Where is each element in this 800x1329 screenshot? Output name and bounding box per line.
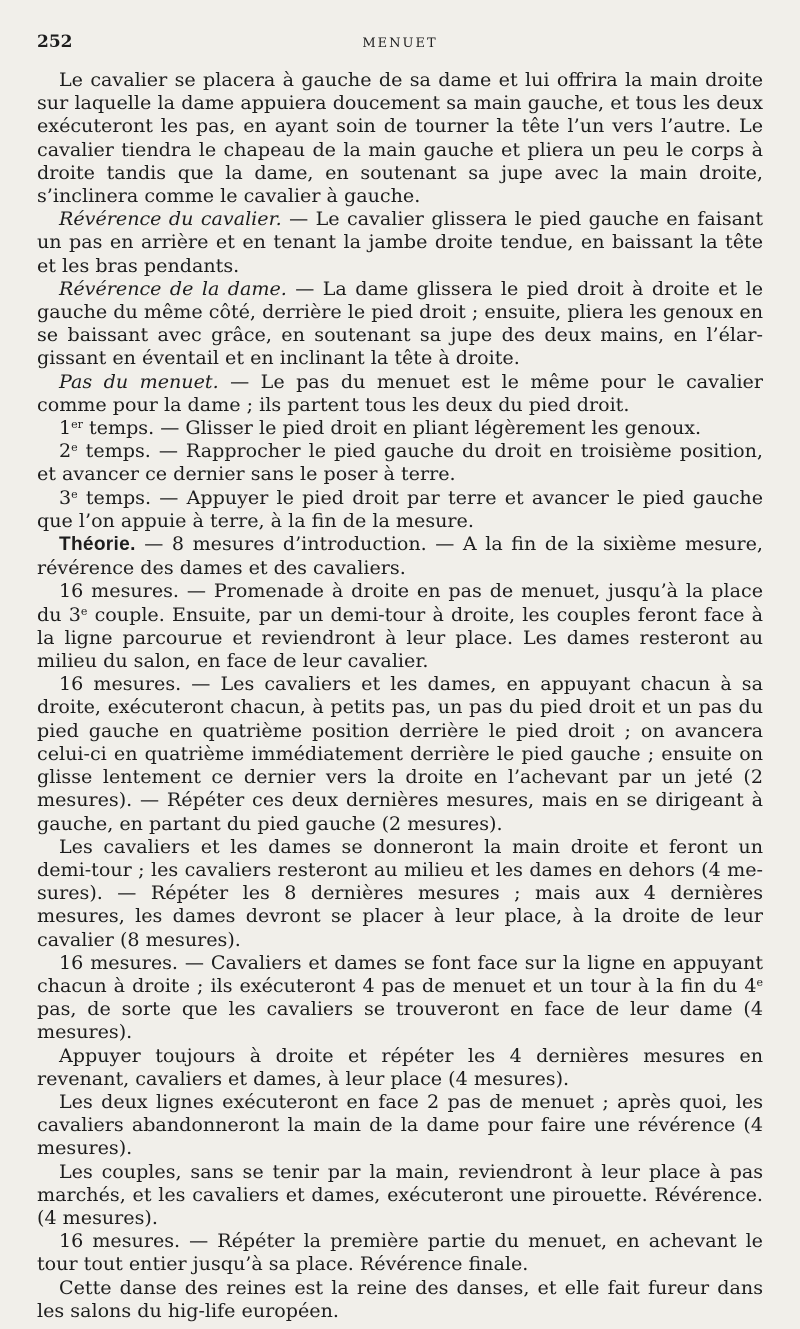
page-number: 252 xyxy=(37,32,73,52)
paragraph: Théorie. — 8 mesures d’introduction. — A la fin de la sixième mesure, révérence des dames et des cavaliers. xyxy=(37,532,763,580)
paragraph: Révérence du cavalier. — Le cavalier glissera le pied gauche en faisant un pas en arrière et en tenant la jambe droite tendue, en baissant la tête et les bras pendants. xyxy=(37,207,764,277)
page-header xyxy=(37,28,763,52)
section-heading: Révérence du cavalier. xyxy=(59,207,282,231)
paragraph: Appuyer toujours à droite et répéter les 4 dernières mesures en revenant, cavaliers et dames, à leur place (4 mesures). xyxy=(37,1043,763,1090)
section-heading: Théorie. xyxy=(59,534,136,556)
paragraph: 16 mesures. — Promenade à droite en pas de menuet, jusqu’à la place du 3e couple. Ensuite, par un demi-tour à droite, les couples feront face à la ligne parcourue et reviendront à leur place. Les dames resteront au milieu du salon, en face de leur cavalier. xyxy=(37,579,763,673)
paragraph: 16 mesures. — Les cavaliers et les dames, en appuyant chacun à sa droite, exécuteront chacun, à petits pas, un pas du pied droit et un pas du pied gauche en quatrième position derrière le pied droit ; on avancera celui-ci en quatrième immédiatement derrière le pied gauche ; ensuite on glisse lentement ce dernier vers la droite en l’achevant par un jeté (2 mesures). — Répéter ces deux dernières mesures, mais en se dirigeant à gauche, en partant du pied gauche (2 mesures). xyxy=(37,672,763,835)
paragraph: 3e temps. — Appuyer le pied droit par terre et avancer le pied gauche que l’on appuie à terre, à la fin de la mesure. xyxy=(37,485,763,532)
section-heading: Révérence de la dame. xyxy=(59,276,287,300)
running-title: MENUET xyxy=(362,36,438,51)
paragraph: Pas du menuet. — Le pas du menuet est le même pour le cavalier comme pour la dame ; ils partent tous les deux du pied droit. xyxy=(37,369,763,416)
paragraph: 16 mesures. — Cavaliers et dames se font face sur la ligne en appuyant chacun à droite ; ils exécuteront 4 pas de menuet et un tour à la fin du 4e pas, de sorte que les cavaliers se trouveront en face de leur dame (4 mesures). xyxy=(37,950,763,1044)
paragraph: Les couples, sans se tenir par la main, reviendront à leur place à pas marchés, et les cavaliers et dames, exécuteront une pirouette. Révérence. (4 mesures). xyxy=(37,1159,763,1229)
paragraph: Cette danse des reines est la reine des danses, et elle fait fureur dans les salons du hig-life européen. xyxy=(37,1275,763,1322)
paragraph: Révérence de la dame. — La dame glissera le pied droit à droite et le gauche du même côté, derrière le pied droit ; ensuite, pliera les genoux en se baissant avec grâce, en soutenant sa jupe des deux mains, en l’élargissant en éventail et en inclinant la tête à droite. xyxy=(37,276,763,370)
paragraph: 1er temps. — Glisser le pied droit en pliant légèrement les genoux. xyxy=(59,416,702,440)
paragraph: 16 mesures. — Répéter la première partie du menuet, en achevant le tour tout entier jusqu’à sa place. Révérence finale. xyxy=(37,1229,763,1276)
paragraph: 2e temps. — Rapprocher le pied gauche du droit en troisième position, et avancer ce dernier sans le poser à terre. xyxy=(37,439,763,486)
paragraph: Le cavalier se placera à gauche de sa dame et lui offrira la main droite sur laquelle la dame appuiera doucement sa main gauche, et tous les deux exécuteront les pas, en ayant soin de tourner la tête l’un vers l’autre. Le cavalier tiendra le chapeau de la main gauche et pliera un peu le corps à droite tandis que la dame, en soutenant sa jupe avec la main droite, s’inclinera comme le cavalier à gauche. xyxy=(37,68,763,208)
paragraph: Les deux lignes exécuteront en face 2 pas de menuet ; après quoi, les cavaliers abandonneront la main de la dame pour faire une révérence (4 mesures). xyxy=(37,1089,763,1160)
paragraph: Les cavaliers et les dames se donneront la main droite et feront un demi-tour ; les cavaliers resteront au milieu et les dames en dehors (4 mesures). — Répéter les 8 dernières mesures ; mais aux 4 dernières mesures, les dames devront se placer à leur place, à la droite de leur cavalier (8 mesures). xyxy=(37,834,763,951)
body-text xyxy=(37,68,763,1322)
section-heading: Pas du menuet. xyxy=(59,369,219,393)
